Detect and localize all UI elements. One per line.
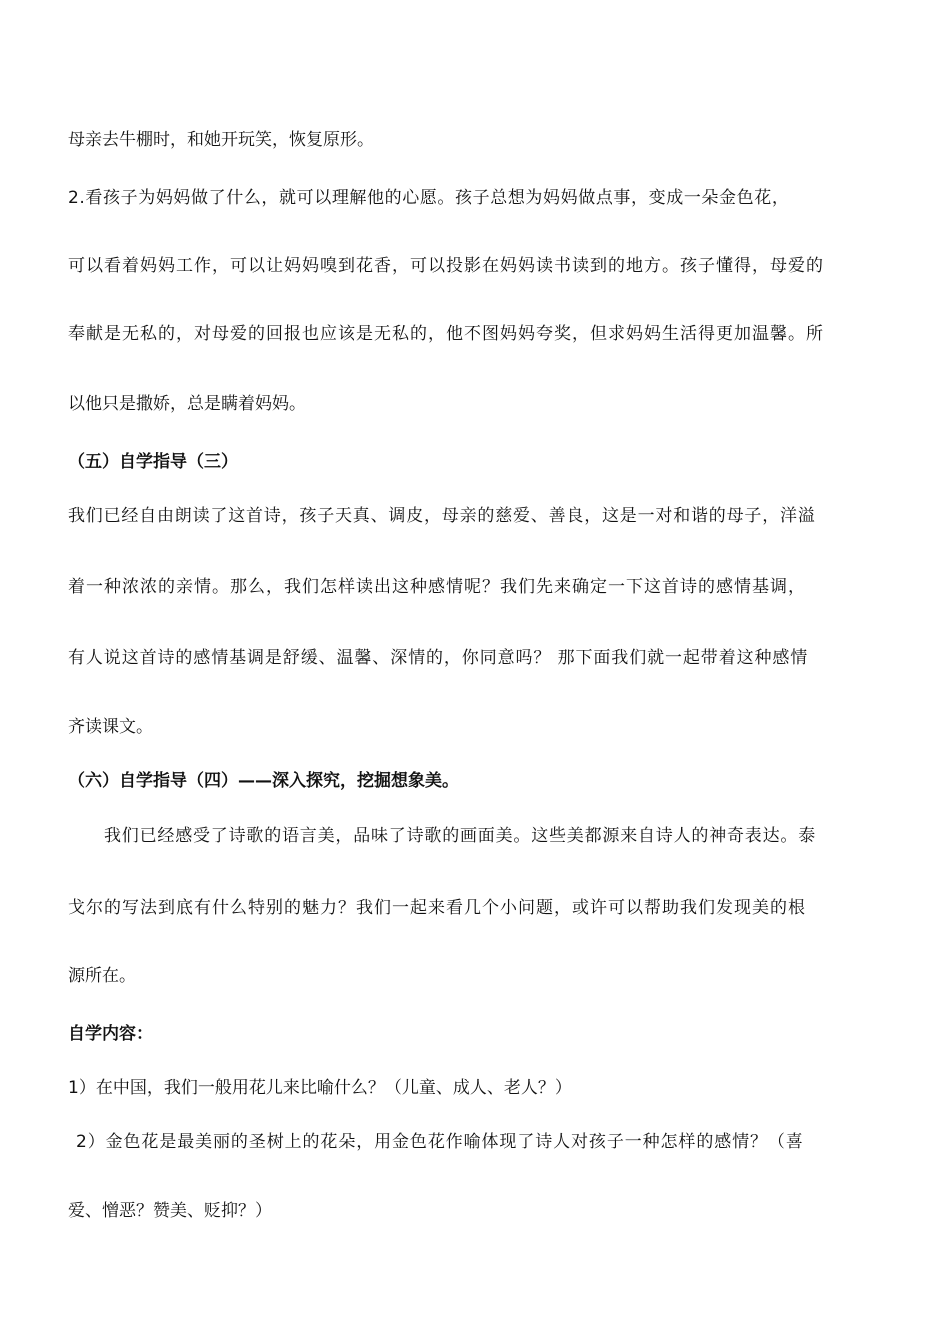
paragraph-line: 齐读课文。: [68, 717, 153, 737]
paragraph-line: 我们已经自由朗读了这首诗，孩子天真、调皮，母亲的慈爱、善良，这是一对和谐的母子，洋溢: [68, 506, 816, 526]
paragraph-line: 母亲去牛棚时，和她开玩笑，恢复原形。: [68, 130, 374, 150]
paragraph-line: 着一种浓浓的亲情。那么，我们怎样读出这种感情呢？我们先来确定一下这首诗的感情基调，: [68, 577, 806, 597]
section-heading: （五）自学指导（三）: [68, 452, 238, 472]
paragraph-line: 源所在。: [68, 966, 136, 986]
paragraph-line: 可以看着妈妈工作，可以让妈妈嗅到花香，可以投影在妈妈读书读到的地方。孩子懂得，母爱的: [68, 256, 824, 276]
paragraph-line: 2.看孩子为妈妈做了什么，就可以理解他的心愿。孩子总想为妈妈做点事，变成一朵金色花，: [68, 188, 790, 208]
paragraph-line: 奉献是无私的，对母爱的回报也应该是无私的，他不图妈妈夸奖，但求妈妈生活得更加温馨。所: [68, 324, 824, 344]
paragraph-line: 以他只是撒娇，总是瞒着妈妈。: [68, 394, 306, 414]
paragraph-line: 我们已经感受了诗歌的语言美，品味了诗歌的画面美。这些美都源来自诗人的神奇表达。泰: [104, 826, 816, 846]
paragraph-line: 有人说这首诗的感情基调是舒缓、温馨、深情的，你同意吗？ 那下面我们就一起带着这种感情: [68, 648, 809, 668]
question-item: 爱、憎恶？赞美、贬抑？）: [68, 1201, 272, 1221]
section-heading: （六）自学指导（四）——深入探究，挖掘想象美。: [68, 771, 459, 791]
subheading: 自学内容：: [68, 1024, 153, 1044]
question-item: 2）金色花是最美丽的圣树上的花朵，用金色花作喻体现了诗人对孩子一种怎样的感情？（喜: [76, 1132, 804, 1152]
question-item: 1）在中国，我们一般用花儿来比喻什么？（儿童、成人、老人？）: [68, 1078, 572, 1098]
paragraph-line: 戈尔的写法到底有什么特别的魅力？我们一起来看几个小问题，或许可以帮助我们发现美的根: [68, 898, 806, 918]
